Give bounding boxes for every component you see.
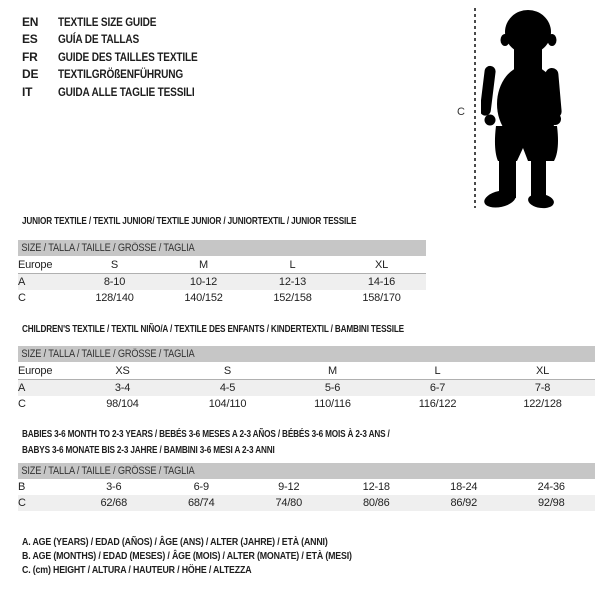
- value-cell: 7-8: [490, 380, 595, 397]
- table-row: [18, 495, 595, 511]
- row-label: C: [18, 398, 26, 410]
- language-row-es: [22, 31, 224, 49]
- value-cell: 158/170: [362, 292, 401, 304]
- value-cell: 12-13: [248, 274, 337, 291]
- value-cell: 74/80: [245, 495, 333, 511]
- row-label: A: [18, 274, 70, 291]
- size-cell: L: [385, 362, 490, 380]
- value-cell: 18-24: [450, 481, 478, 493]
- value-cell: 98/104: [106, 398, 139, 410]
- value-cell: 116/122: [418, 398, 457, 410]
- size-header-bar: SIZE / TALLA / TAILLE / GRÖSSE / TAGLIA: [18, 463, 595, 479]
- language-title: TEXTILGRÖßENFÜHRUNG: [58, 67, 184, 82]
- value-cell: 62/68: [70, 495, 158, 511]
- value-cell: 10-12: [159, 274, 248, 291]
- children-table-title: CHILDREN'S TEXTILE / TEXTIL NIÑO/A / TEXTILE DES ENFANTS / KINDERTEXTIL / BAMBINI TESSILE: [22, 323, 404, 335]
- value-cell: 3-4: [70, 380, 175, 397]
- value-cell: 122/128: [523, 398, 562, 410]
- value-cell: 140/152: [184, 292, 223, 304]
- language-title: GUIDA ALLE TAGLIE TESSILI: [58, 84, 195, 99]
- value-cell: 14-16: [337, 274, 426, 291]
- value-cell: 128/140: [95, 292, 134, 304]
- size-cell: XL: [490, 362, 595, 380]
- value-cell: 12-18: [362, 481, 390, 493]
- table-row: [18, 479, 595, 495]
- value-cell: 6-7: [385, 380, 490, 397]
- value-cell: 8-10: [70, 274, 159, 291]
- size-cell: S: [175, 362, 280, 380]
- table-row: [18, 396, 595, 412]
- babies-size-table: [18, 463, 595, 511]
- note-age-months: B. AGE (MONTHS) / EDAD (MESES) / ÂGE (MOIS) / ALTER (MONATE) / ETÀ (MESI): [22, 550, 352, 562]
- size-cell: L: [248, 256, 337, 274]
- value-cell: 3-6: [106, 481, 122, 493]
- table-row: [18, 290, 426, 306]
- language-row-en: [22, 13, 224, 31]
- table-row: [18, 256, 426, 274]
- baby-silhouette-icon: [481, 8, 571, 210]
- value-cell: 86/92: [420, 495, 508, 511]
- language-row-de: [22, 66, 224, 84]
- row-label: Europe: [18, 362, 70, 380]
- table-header-row: [18, 463, 595, 479]
- size-cell: XS: [70, 362, 175, 380]
- junior-table-title: JUNIOR TEXTILE / TEXTIL JUNIOR/ TEXTILE JUNIOR / JUNIORTEXTIL / JUNIOR TESSILE: [22, 215, 357, 227]
- language-title: GUIDE DES TAILLES TEXTILE: [58, 49, 198, 64]
- value-cell: 80/86: [333, 495, 421, 511]
- value-cell: 68/74: [158, 495, 246, 511]
- language-code: ES: [22, 32, 38, 47]
- note-age-years: A. AGE (YEARS) / EDAD (AÑOS) / ÂGE (ANS) / ALTER (JAHRE) / ETÀ (ANNI): [22, 536, 328, 548]
- language-code: DE: [22, 67, 39, 82]
- size-cell: S: [70, 256, 159, 274]
- language-title: TEXTILE SIZE GUIDE: [58, 14, 157, 29]
- value-cell: 92/98: [508, 495, 596, 511]
- size-cell: XL: [337, 256, 426, 274]
- height-dashed-line: [474, 8, 476, 208]
- language-code: IT: [22, 84, 33, 99]
- value-cell: 104/110: [208, 398, 247, 410]
- size-cell: M: [159, 256, 248, 274]
- row-label: Europe: [18, 256, 70, 274]
- language-row-it: [22, 83, 224, 101]
- value-cell: 5-6: [280, 380, 385, 397]
- junior-size-table: [18, 240, 426, 306]
- language-code: EN: [22, 14, 39, 29]
- value-cell: 4-5: [175, 380, 280, 397]
- table-row: [18, 362, 595, 380]
- value-cell: 24-36: [537, 481, 565, 493]
- legend-notes: [22, 536, 415, 578]
- babies-table-title: BABIES 3-6 MONTH TO 2-3 YEARS / BEBÉS 3-6 MESES A 2-3 AÑOS / BÉBÉS 3-6 MOIS À 2-3 ANS / BABYS 3-6 MONATE BIS 2-3 JAHRE / BAMBINI 3-6 MESI A 2-3 ANNI: [22, 428, 390, 456]
- table-header-row: [18, 346, 595, 362]
- value-cell: 6-9: [193, 481, 209, 493]
- size-header-bar: SIZE / TALLA / TAILLE / GRÖSSE / TAGLIA: [18, 240, 426, 256]
- size-cell: M: [280, 362, 385, 380]
- row-label: C: [18, 495, 70, 511]
- children-size-table: [18, 346, 595, 412]
- note-height-cm: C. (cm) HEIGHT / ALTURA / HAUTEUR / HÖHE / ALTEZZA: [22, 564, 252, 576]
- size-header-bar: SIZE / TALLA / TAILLE / GRÖSSE / TAGLIA: [18, 346, 595, 362]
- value-cell: 110/116: [314, 398, 351, 410]
- row-label: C: [18, 292, 26, 304]
- row-label: A: [18, 380, 70, 397]
- language-row-fr: [22, 48, 224, 66]
- table-header-row: [18, 240, 426, 256]
- language-code: FR: [22, 49, 38, 64]
- value-cell: 9-12: [278, 481, 300, 493]
- language-legend: [22, 13, 224, 101]
- table-row: [18, 380, 595, 397]
- table-row: [18, 274, 426, 291]
- height-measure-label: C: [457, 106, 465, 118]
- row-label: B: [18, 481, 26, 493]
- language-title: GUÍA DE TALLAS: [58, 32, 140, 47]
- value-cell: 152/158: [273, 292, 312, 304]
